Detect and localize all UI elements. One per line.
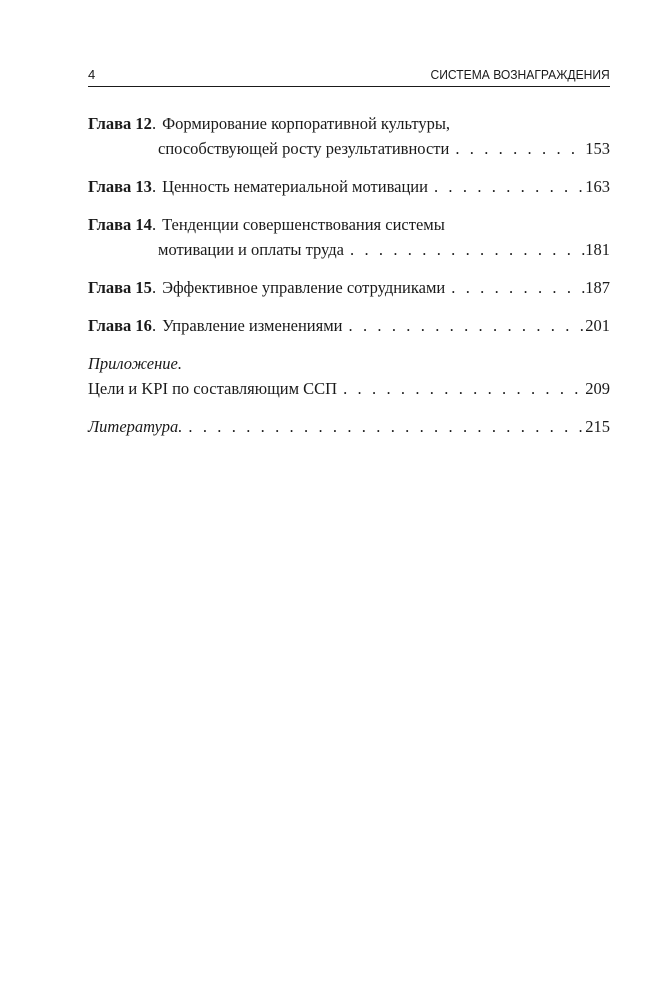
dot-leader	[343, 313, 586, 338]
toc-entry-chapter-12[interactable]	[88, 111, 610, 161]
toc-line	[88, 136, 610, 161]
toc-entry-chapter-15[interactable]	[88, 275, 610, 300]
literature-label: Литература.	[88, 417, 183, 436]
toc-entry-chapter-16[interactable]	[88, 313, 610, 338]
dot-leader	[182, 414, 585, 439]
chapter-label: Глава 16	[88, 316, 152, 335]
toc-line	[88, 111, 610, 136]
chapter-title-line-1: Ценность нематериальной мотивации	[162, 177, 428, 196]
toc-line	[88, 313, 610, 338]
chapter-separator: .	[151, 177, 157, 196]
appendix-title: Цели и KPI по составляющим ССП	[88, 379, 338, 398]
book-title: СИСТЕМА ВОЗНАГРАЖДЕНИЯ	[430, 67, 610, 82]
chapter-separator: .	[151, 215, 157, 234]
toc-line	[88, 237, 610, 262]
chapter-title-line-1: Формирование корпоративной культуры,	[162, 114, 451, 133]
page-ref: 153	[585, 139, 610, 158]
toc-entry-appendix[interactable]	[88, 351, 610, 401]
page-ref: 201	[585, 316, 610, 335]
chapter-separator: .	[151, 278, 157, 297]
toc-line	[88, 414, 610, 439]
toc-line	[88, 212, 610, 237]
page-number: 4	[88, 67, 96, 82]
toc-line	[88, 351, 610, 376]
chapter-title-line-1: Тенденции совершенствования системы	[162, 215, 445, 234]
chapter-title-line-1: Эффективное управление сотрудниками	[162, 278, 446, 297]
chapter-label: Глава 14	[88, 215, 152, 234]
toc-line	[88, 376, 610, 401]
running-head	[88, 66, 610, 87]
chapter-title-line-2: мотивации и оплаты труда	[158, 240, 344, 259]
page-ref: 163	[585, 177, 610, 196]
chapter-label: Глава 15	[88, 278, 152, 297]
chapter-separator: .	[151, 114, 157, 133]
table-of-contents	[88, 111, 610, 452]
dot-leader	[337, 376, 585, 401]
dot-leader	[445, 275, 585, 300]
toc-entry-chapter-14[interactable]	[88, 212, 610, 262]
chapter-title-line-1: Управление изменениями	[162, 316, 343, 335]
chapter-label: Глава 12	[88, 114, 152, 133]
appendix-label: Приложение.	[88, 354, 182, 373]
chapter-separator: .	[151, 316, 157, 335]
chapter-label: Глава 13	[88, 177, 152, 196]
page-ref: 209	[585, 379, 610, 398]
dot-leader	[428, 174, 585, 199]
page-ref: 215	[585, 417, 610, 436]
toc-line	[88, 275, 610, 300]
chapter-title-line-2: способствующей росту результативности	[158, 139, 450, 158]
toc-line	[88, 174, 610, 199]
toc-entry-literature[interactable]	[88, 414, 610, 439]
toc-entry-chapter-13[interactable]	[88, 174, 610, 199]
page-ref: 187	[585, 278, 610, 297]
dot-leader	[449, 136, 585, 161]
dot-leader	[344, 237, 585, 262]
page-ref: 181	[585, 240, 610, 259]
